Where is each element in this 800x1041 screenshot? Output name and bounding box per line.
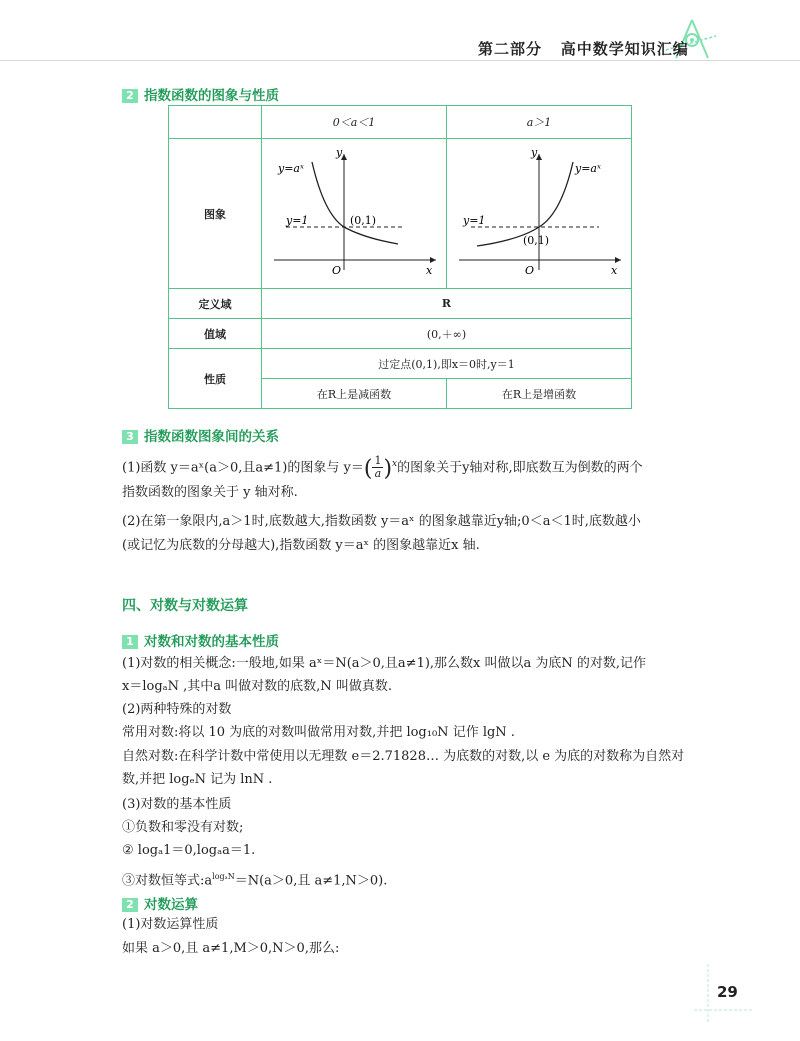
section-title: 对数和对数的基本性质 <box>144 634 279 650</box>
log-def-line-1: (1)对数的相关概念:一般地,如果 aˣ＝N(a＞0,且a≠1),那么数x 叫做以a 为底N 的对数,记作 <box>122 656 647 671</box>
section3-paragraph-1 <box>122 453 643 480</box>
section-badge: 2 <box>122 89 138 103</box>
section3-paragraph-2-cont: (或记忆为底数的分母越大),指数函数 y＝aˣ 的图象越靠近x 轴. <box>122 538 480 553</box>
log-property-2: ② logₐ1＝0,logₐa＝1. <box>122 843 256 858</box>
line-label: y=1 <box>463 214 486 227</box>
p1-part-a: (1)函数 y＝aˣ(a＞0,且a≠1)的图象与 y＝ <box>122 460 364 476</box>
section-title: 对数运算 <box>144 897 198 913</box>
log-identity <box>122 866 387 892</box>
graph-cell-increasing <box>447 139 632 289</box>
natural-log-text-2: 数,并把 logₑN 记为 lnN . <box>122 772 273 787</box>
section-badge: 1 <box>122 635 138 649</box>
header-divider <box>0 60 800 61</box>
section-title: 指数函数图象间的关系 <box>144 429 279 445</box>
increasing-exp-graph <box>449 142 629 282</box>
function-label: y=aˣ <box>278 162 304 175</box>
section-3-heading <box>122 425 279 445</box>
function-label: y=aˣ <box>575 162 601 175</box>
row-label-range: 值域 <box>169 319 262 349</box>
log-property-1: ①负数和零没有对数; <box>122 820 244 835</box>
page-number: 29 <box>717 983 738 1001</box>
exponent: x <box>392 459 398 469</box>
line-label: y=1 <box>286 214 309 227</box>
row-label-graph: 图象 <box>169 139 262 289</box>
fraction-numerator: 1 <box>374 454 382 468</box>
natural-log-text-1: 自然对数:在科学计数中常使用以无理数 e＝2.71828… 为底数的对数,以 e 为底的对数称为自然对 <box>122 749 685 764</box>
identity-exponent: logₐN <box>212 872 235 881</box>
header-book-title: 高中数学知识汇编 <box>560 40 689 58</box>
y-axis-label: y <box>531 146 538 159</box>
log-properties-heading: (3)对数的基本性质 <box>122 797 232 812</box>
p1-part-b: 的图象关于y轴对称,即底数互为倒数的两个 <box>397 460 643 476</box>
table-corner-cell <box>169 106 262 139</box>
section-title: 指数函数的图象与性质 <box>144 88 279 104</box>
identity-part-b: ＝N(a＞0,且 a≠1,N＞0). <box>234 873 388 889</box>
header-cell-case1: 0＜a＜1 <box>262 106 447 139</box>
point-label: (0,1) <box>350 214 377 227</box>
exponential-properties-table <box>168 105 632 409</box>
decreasing-curve <box>312 162 398 244</box>
identity-part-a: ③对数恒等式:a <box>122 873 213 889</box>
section-badge: 2 <box>122 898 138 912</box>
running-header <box>478 38 689 59</box>
log-def-line-2: x＝logₐN ,其中a 叫做对数的底数,N 叫做真数. <box>122 679 392 694</box>
range-value: (0,＋∞) <box>262 319 632 349</box>
section3-paragraph-2: (2)在第一象限内,a＞1时,底数越大,指数函数 y＝aˣ 的图象越靠近y轴;0＜a＜1时,底数越小 <box>122 514 641 529</box>
y-axis-label: y <box>336 146 343 159</box>
section-2-heading <box>122 84 279 104</box>
fraction <box>372 455 383 480</box>
subsection-2-heading <box>122 893 198 913</box>
paren-left: ( <box>363 456 373 482</box>
x-axis-label: x <box>611 264 618 277</box>
section-badge: 3 <box>122 430 138 444</box>
special-logs-heading: (2)两种特殊的对数 <box>122 702 232 717</box>
x-arrow-icon <box>430 257 436 263</box>
origin-label: O <box>332 264 342 277</box>
section3-paragraph-1-cont: 指数函数的图象关于 y 轴对称. <box>122 485 298 500</box>
subsection-1-heading <box>122 630 279 650</box>
log-ops-heading: (1)对数运算性质 <box>122 917 219 932</box>
decreasing-exp-graph <box>264 142 444 282</box>
common-log-text: 常用对数:将以 10 为底的对数叫做常用对数,并把 log₁₀N 记作 lgN . <box>122 725 515 740</box>
x-axis-label: x <box>426 264 433 277</box>
increasing-text: 在R上是增函数 <box>447 379 632 409</box>
graph-cell-decreasing <box>262 139 447 289</box>
header-part: 第二部分 <box>478 40 543 58</box>
fixed-point-text: 过定点(0,1),即x＝0时,y＝1 <box>262 349 632 379</box>
domain-value: R <box>262 289 632 319</box>
row-label-properties: 性质 <box>169 349 262 409</box>
header-cell-case2: a＞1 <box>447 106 632 139</box>
fraction-denominator: a <box>374 467 382 481</box>
log-ops-condition: 如果 a＞0,且 a≠1,M＞0,N＞0,那么: <box>122 941 340 956</box>
decreasing-text: 在R上是减函数 <box>262 379 447 409</box>
origin-label: O <box>525 264 535 277</box>
point-label: (0,1) <box>523 234 550 247</box>
row-label-domain: 定义域 <box>169 289 262 319</box>
paren-right: ) <box>383 456 393 482</box>
x-arrow-icon <box>615 257 621 263</box>
chapter-4-title: 四、对数与对数运算 <box>122 598 248 614</box>
